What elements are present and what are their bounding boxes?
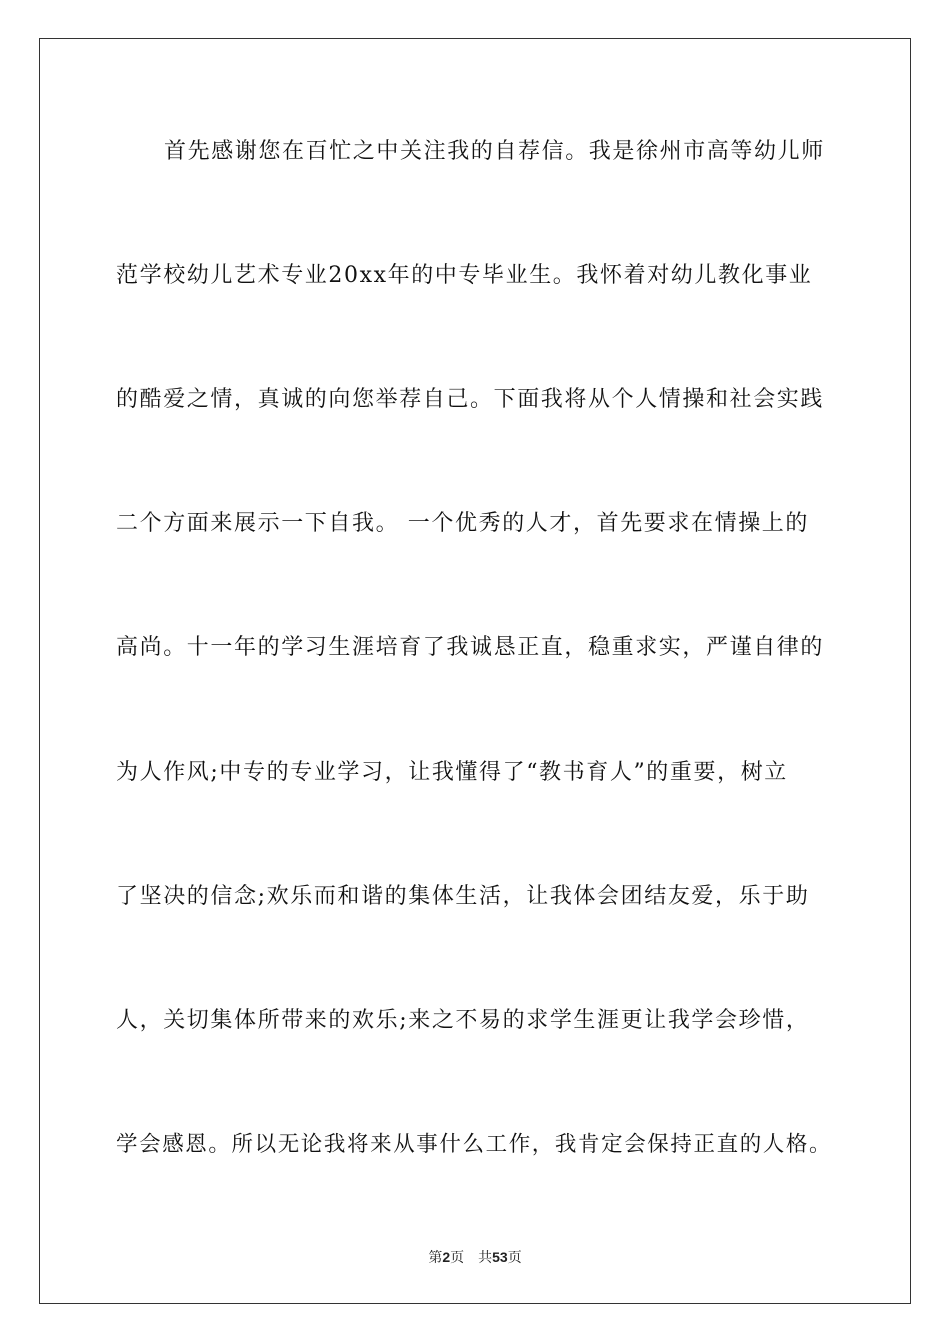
total-prefix: 共 <box>478 1250 493 1266</box>
page-suffix: 页 <box>450 1250 465 1266</box>
page-number: 2 <box>442 1249 451 1265</box>
text-line-5: 高尚。十一年的学习生涯培育了我诚恳正直，稳重求实，严谨自律的 <box>116 635 825 660</box>
page-border <box>39 38 911 1304</box>
total-suffix: 页 <box>507 1250 522 1266</box>
page-total: 53 <box>492 1249 508 1265</box>
text-line-7: 了坚决的信念;欢乐而和谐的集体生活，让我体会团结友爱，乐于助 <box>116 884 810 909</box>
text-line-1: 首先感谢您在百忙之中关注我的自荐信。我是徐州市高等幼儿师 <box>164 139 825 164</box>
text-line-8: 人，关切集体所带来的欢乐;来之不易的求学生涯更让我学会珍惜， <box>116 1008 810 1033</box>
text-line-3: 的酷爱之情，真诚的向您举荐自己。下面我将从个人情操和社会实践 <box>116 387 825 412</box>
text-line-4: 二个方面来展示一下自我。 一个优秀的人才，首先要求在情操上的 <box>116 511 809 536</box>
text-line-2: 范学校幼儿艺术专业20xx年的中专毕业生。我怀着对幼儿教化事业 <box>116 263 813 288</box>
page-prefix: 第 <box>428 1250 443 1266</box>
text-line-9: 学会感恩。所以无论我将来从事什么工作，我肯定会保持正直的人格。 <box>116 1132 833 1157</box>
page-footer <box>0 1247 950 1268</box>
text-line-6: 为人作风;中专的专业学习，让我懂得了“教书育人”的重要，树立 <box>116 760 788 785</box>
